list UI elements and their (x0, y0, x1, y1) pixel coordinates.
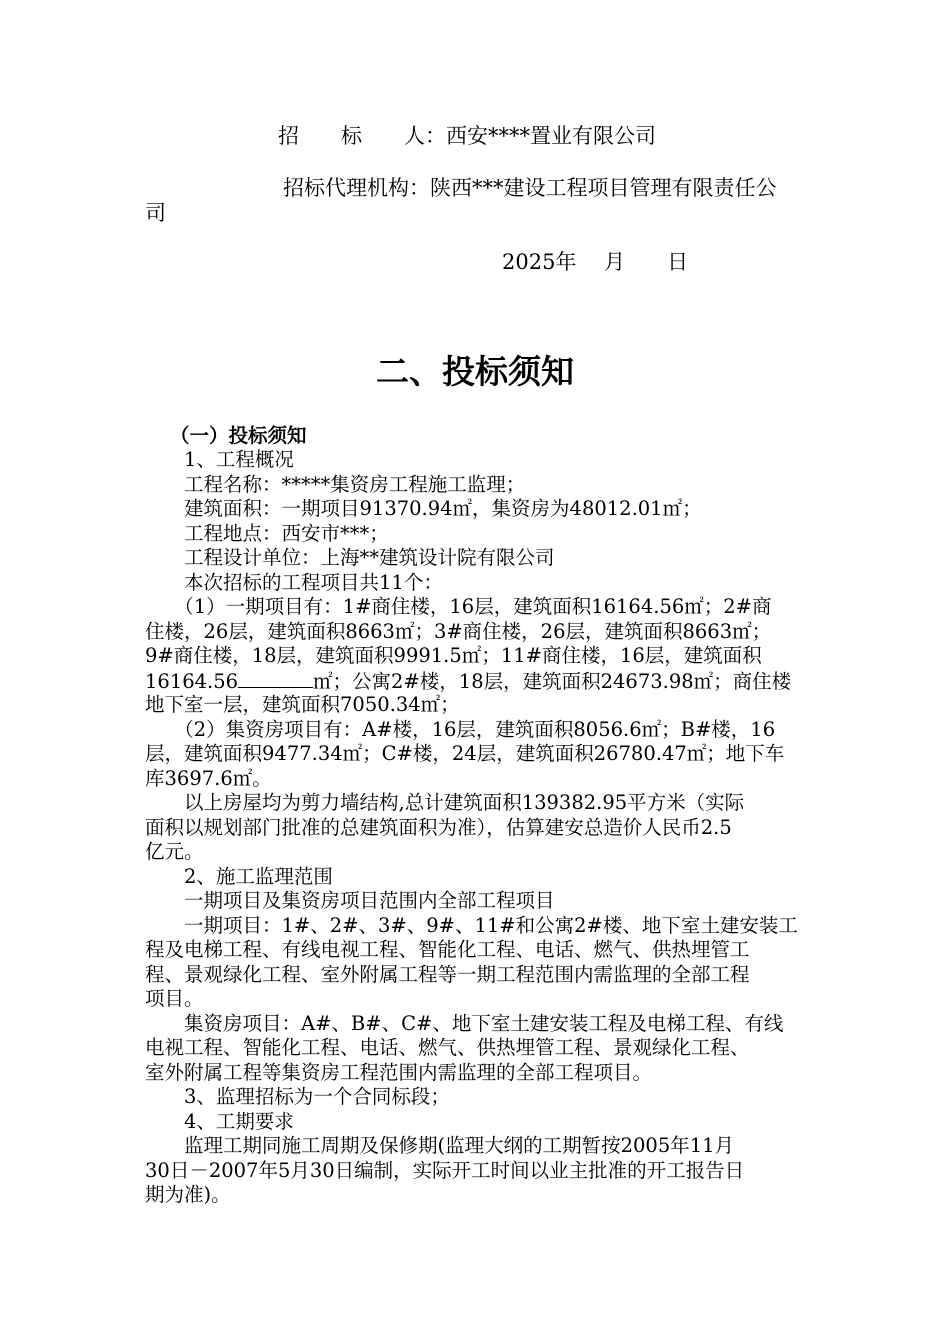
agency-line-wrap: 司 (145, 201, 166, 225)
text-line: 住楼，26层，建筑面积8663㎡；3#商住楼，26层，建筑面积8663㎡； (145, 619, 772, 643)
text-line: 工程设计单位：上海**建筑设计院有限公司 (145, 546, 555, 569)
chapter-title: 二、投标须知 (376, 352, 574, 391)
text-line: 工程地点：西安市***； (145, 521, 389, 545)
text-line: 室外附属工程等集资房工程范围内需监理的全部工程项目。 (145, 1060, 653, 1084)
text-line: 集资房项目：A#、B#、C#、地下室土建安装工程及电梯工程、有线 (145, 1011, 784, 1035)
text-line: （2）集资房项目有：A#楼，16层，建筑面积8056.6㎡；B#楼，16 (145, 717, 776, 741)
text-line: 一期项目：1#、2#、3#、9#、11#和公寓2#楼、地下室土建安装工 (145, 913, 798, 937)
text-line: 地下室一层，建筑面积7050.34㎡； (145, 693, 460, 716)
text-line: 项目。 (145, 987, 204, 1010)
agency-value: 陕西***建设工程项目管理有限责任公 (430, 176, 777, 200)
text-line: 3、监理招标为一个合同标段； (145, 1085, 450, 1108)
date-line: 2025年 月 日 (502, 250, 689, 274)
text-after-blank: ㎡；公寓2#楼，18层，建筑面积24673.98㎡；商住楼 (313, 669, 792, 693)
tenderer-value: 西安****置业有限公司 (446, 124, 656, 148)
text-line: 程及电梯工程、有线电视工程、智能化工程、电话、燃气、供热埋管工 (145, 938, 750, 961)
text-before-blank: 16164.56 (145, 669, 239, 693)
text-line: 期为准)。 (145, 1183, 231, 1206)
agency-line (283, 176, 777, 201)
fill-in-blank (238, 669, 313, 688)
text-line: 监理工期同施工周期及保修期(监理大纲的工期暂按2005年11月 (145, 1134, 735, 1157)
text-line: 以上房屋均为剪力墙结构,总计建筑面积139382.95平方米（实际 (145, 791, 745, 814)
text-line: 建筑面积：一期项目91370.94㎡，集资房为48012.01㎡； (145, 497, 702, 520)
text-line: 面积以规划部门批准的总建筑面积为准），估算建安总造价人民币2.5 (145, 815, 732, 839)
text-line: 4、工期要求 (145, 1109, 294, 1133)
text-line: 库3697.6㎡。 (145, 766, 272, 790)
text-line: 程、景观绿化工程、室外附属工程等一期工程范围内需监理的全部工程 (145, 962, 750, 986)
text-line: 工程名称：*****集资房工程施工监理； (145, 472, 526, 496)
body-text (145, 448, 840, 1208)
tenderer-label: 招 标 人： (278, 124, 446, 148)
tenderer-line (278, 124, 656, 149)
text-line: 一期项目及集资房项目范围内全部工程项目 (145, 889, 555, 912)
text-line: 亿元。 (145, 840, 204, 863)
text-line: 30日－2007年5月30日编制，实际开工时间以业主批准的开工报告日 (145, 1158, 745, 1182)
text-line: 1、工程概况 (145, 448, 294, 471)
text-line: 电视工程、智能化工程、电话、燃气、供热埋管工程、景观绿化工程、 (145, 1036, 750, 1059)
text-line: 层，建筑面积9477.34㎡；C#楼，24层，建筑面积26780.47㎡；地下车 (145, 742, 785, 765)
text-line: 2、施工监理范围 (145, 864, 333, 888)
text-line: 本次招标的工程项目共11个： (145, 570, 443, 594)
text-line: 9#商住楼，18层，建筑面积9991.5㎡；11#商住楼，16层，建筑面积 (145, 644, 762, 667)
agency-label: 招标代理机构： (283, 176, 430, 200)
section-heading: （一）投标须知 (170, 424, 307, 447)
text-line-with-blank (145, 669, 840, 694)
text-line: （1）一期项目有：1#商住楼，16层，建筑面积16164.56㎡；2#商 (145, 595, 772, 618)
